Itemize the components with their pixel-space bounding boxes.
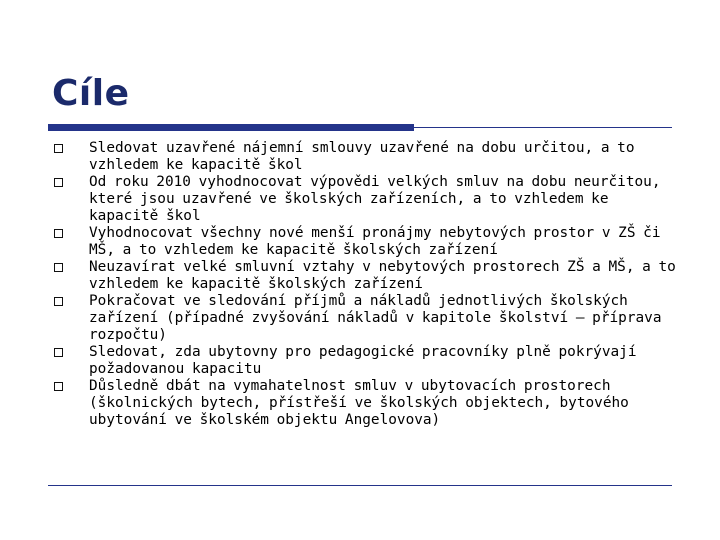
hollow-square-bullet-icon	[54, 297, 63, 306]
bullet-item	[52, 225, 682, 259]
hollow-square-bullet-icon	[54, 348, 63, 357]
title-underline-accent	[48, 124, 414, 131]
hollow-square-bullet-icon	[54, 144, 63, 153]
bottom-rule	[48, 485, 672, 486]
hollow-square-bullet-icon	[54, 178, 63, 187]
bullet-item	[52, 378, 682, 429]
bullet-item	[52, 174, 682, 225]
bullet-text: Vyhodnocovat všechny nové menší pronájmy nebytových prostor v ZŠ či MŠ, a to vzhledem ke kapacitě školských zařízení	[89, 225, 661, 258]
bullet-text: Důsledně dbát na vymahatelnost smluv v ubytovacích prostorech (školnických bytech, přístřeší ve školských objektech, bytového ubytování ve školském objektu Angelovova)	[89, 378, 629, 428]
hollow-square-bullet-icon	[54, 382, 63, 391]
bullet-text: Neuzavírat velké smluvní vztahy v nebytových prostorech ZŠ a MŠ, a to vzhledem ke kapacitě školských zařízení	[89, 259, 676, 292]
bullet-text: Od roku 2010 vyhodnocovat výpovědi velkých smluv na dobu neurčitou, které jsou uzavřené ve školských zařízeních, a to vzhledem ke kapacitě škol	[89, 174, 661, 224]
bullet-item	[52, 140, 682, 174]
bullet-text: Sledovat, zda ubytovny pro pedagogické pracovníky plně pokrývají požadovanou kapacitu	[89, 344, 637, 377]
bullet-list	[52, 140, 682, 429]
bullet-text: Pokračovat ve sledování příjmů a nákladů jednotlivých školských zařízení (případné zvyšování nákladů v kapitole školství – příprava rozpočtu)	[89, 293, 662, 343]
hollow-square-bullet-icon	[54, 263, 63, 272]
hollow-square-bullet-icon	[54, 229, 63, 238]
slide-title: Cíle	[52, 73, 130, 114]
bullet-text: Sledovat uzavřené nájemní smlouvy uzavřené na dobu určitou, a to vzhledem ke kapacitě škol	[89, 140, 635, 173]
bullet-item	[52, 344, 682, 378]
bullet-item	[52, 293, 682, 344]
bullet-item	[52, 259, 682, 293]
